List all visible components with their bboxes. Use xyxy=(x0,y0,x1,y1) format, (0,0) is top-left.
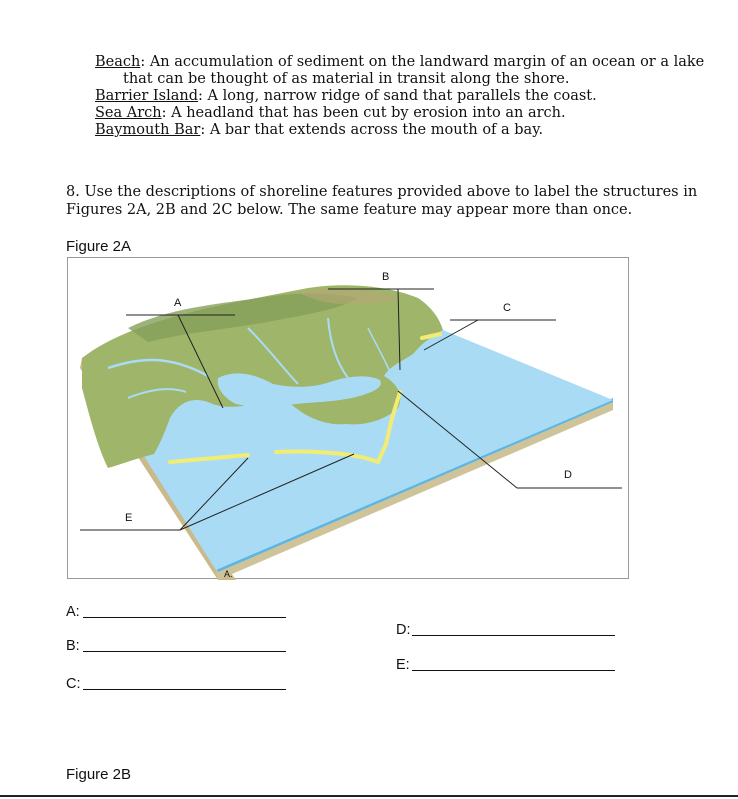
definitions-block xyxy=(95,54,704,139)
definition-baymouth-bar-text: : A bar that extends across the mouth of a bay. xyxy=(200,122,544,138)
page-bottom-rule xyxy=(0,795,738,797)
answer-e xyxy=(396,657,410,673)
answer-b xyxy=(66,638,80,654)
label-c: C xyxy=(503,302,511,314)
answer-c-label: C: xyxy=(66,676,81,692)
figure-2b-title: Figure 2B xyxy=(66,766,132,783)
label-d: D xyxy=(564,469,572,481)
definition-beach-text: : An accumulation of sediment on the landward margin of an ocean or a lake xyxy=(140,54,705,70)
definition-baymouth-bar xyxy=(95,122,704,139)
answer-e-label: E: xyxy=(396,657,410,673)
answer-d xyxy=(396,622,411,638)
definition-sea-arch xyxy=(95,105,704,122)
definition-beach xyxy=(95,54,704,71)
question-line-1: 8. Use the descriptions of shoreline features provided above to label the structures in xyxy=(66,184,698,200)
definition-barrier-island xyxy=(95,88,704,105)
answer-a xyxy=(66,604,80,620)
term-beach: Beach xyxy=(95,54,141,70)
question-8 xyxy=(66,183,697,219)
term-baymouth-bar: Baymouth Bar xyxy=(95,122,201,138)
answer-d-label: D: xyxy=(396,622,411,638)
label-e: E xyxy=(125,512,133,524)
figure-2a xyxy=(67,257,629,579)
definition-barrier-island-text: : A long, narrow ridge of sand that parallels the coast. xyxy=(198,88,597,104)
definition-sea-arch-text: : A headland that has been cut by erosion into an arch. xyxy=(161,105,566,121)
label-a: A xyxy=(174,297,182,309)
figure-2a-title: Figure 2A xyxy=(66,238,132,255)
answer-b-blank[interactable] xyxy=(83,651,286,652)
term-sea-arch: Sea Arch xyxy=(95,105,162,121)
shoreline-diagram xyxy=(68,258,630,580)
term-barrier-island: Barrier Island xyxy=(95,88,198,104)
question-line-2: Figures 2A, 2B and 2C below. The same feature may appear more than once. xyxy=(66,202,633,218)
definition-beach-continued: that can be thought of as material in transit along the shore. xyxy=(123,71,570,87)
answer-a-blank[interactable] xyxy=(83,617,286,618)
answer-c-blank[interactable] xyxy=(83,689,286,690)
answer-a-label: A: xyxy=(66,604,80,620)
answer-c xyxy=(66,676,81,692)
answer-e-blank[interactable] xyxy=(412,670,615,671)
answer-d-blank[interactable] xyxy=(412,635,615,636)
label-b: B xyxy=(382,271,390,283)
answer-b-label: B: xyxy=(66,638,80,654)
label-small-a: A. xyxy=(224,569,233,579)
